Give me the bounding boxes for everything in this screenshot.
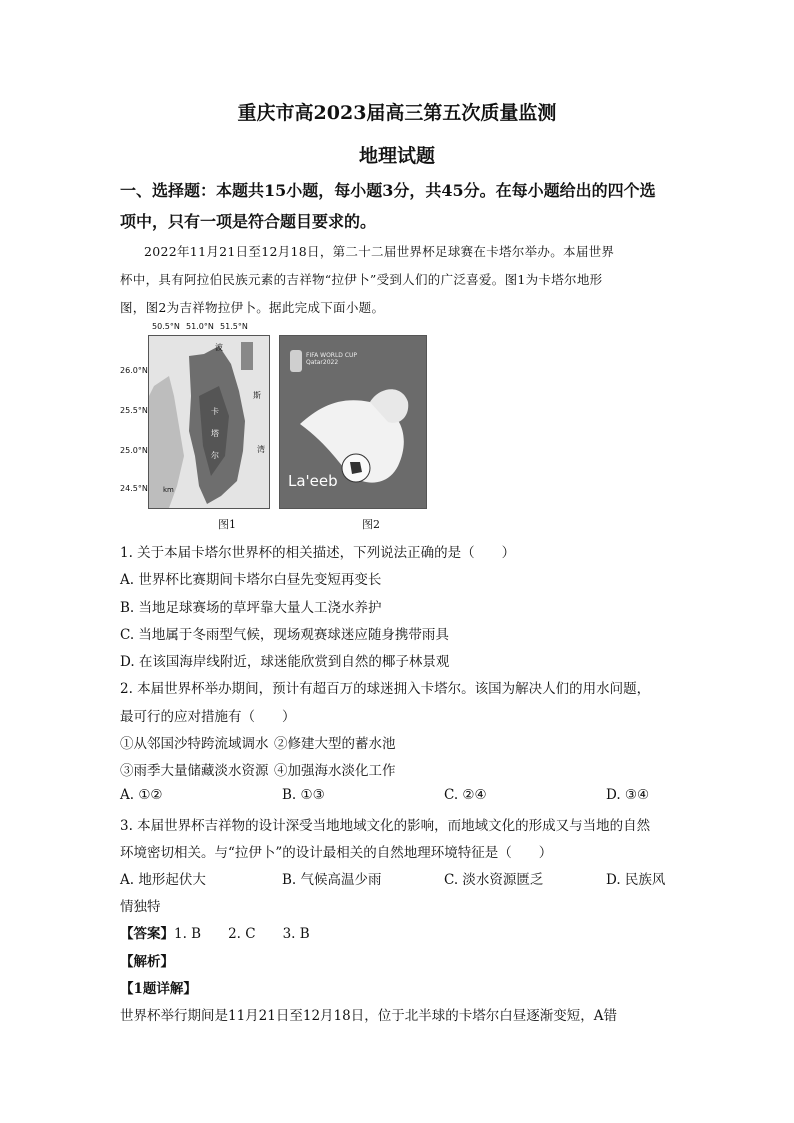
lon-label: 51.0°N — [186, 322, 214, 331]
q2-option-b: B. ①③ — [282, 787, 325, 803]
lat-label: 24.5°N — [120, 484, 148, 493]
map-char-ka: 卡 — [211, 407, 219, 416]
lon-label: 50.5°N — [152, 322, 180, 331]
figure1-map — [120, 322, 270, 512]
page-subtitle: 地理试题 — [358, 145, 435, 167]
q1-option-b: B. 当地足球赛场的草坪靠大量人工浇水养护 — [120, 600, 382, 616]
figure2-mascot — [279, 335, 427, 509]
q2-item-3: ③雨季大量储藏淡水资源 — [120, 763, 269, 779]
q2-option-d: D. ③④ — [606, 787, 650, 803]
q2-stem-line1: 2. 本届世界杯举办期间，预计有超百万的球迷拥入卡塔尔。该国为解决人们的用水问题， — [120, 681, 651, 697]
q3-option-c: C. 淡水资源匮乏 — [444, 872, 544, 888]
figure2-caption: 图2 — [362, 518, 380, 531]
mascot-name: La'eeb — [288, 472, 338, 490]
map-char-er: 尔 — [211, 451, 219, 460]
q2-option-a: A. ①② — [120, 787, 163, 803]
detail-text: 世界杯举行期间是11月21日至12月18日，位于北半球的卡塔尔白昼逐渐变短，A错 — [120, 1008, 617, 1024]
map-terrain — [149, 336, 269, 508]
answer-values: 1. B 2. C 3. B — [174, 926, 310, 942]
section-heading-line2: 项中，只有一项是符合题目要求的。 — [120, 212, 377, 231]
lon-label: 51.5°N — [220, 322, 248, 331]
section-heading-line1: 一、选择题：本题共15小题，每小题3分，共45分。在每小题给出的四个选 — [120, 181, 656, 200]
q2-item-2: ②修建大型的蓄水池 — [274, 736, 396, 752]
lat-label: 25.5°N — [120, 406, 148, 415]
q1-stem: 1. 关于本届卡塔尔世界杯的相关描述，下列说法正确的是（ ） — [120, 545, 516, 561]
detail-label: 【1题详解】 — [120, 981, 197, 997]
answer-label: 【答案】 — [120, 926, 174, 942]
q3-stem-line1: 3. 本届世界杯吉祥物的设计深受当地地域文化的影响，而地域文化的形成又与当地的自然 — [120, 818, 651, 834]
map-char-ta: 塔 — [211, 429, 219, 438]
q3-option-d: D. 民族风 — [606, 872, 666, 888]
q2-item-4: ④加强海水淡化工作 — [274, 763, 396, 779]
q1-option-d: D. 在该国海岸线附近，球迷能欣赏到自然的椰子林景观 — [120, 654, 450, 670]
figure1-caption: 图1 — [218, 518, 236, 531]
analysis-label: 【解析】 — [120, 954, 174, 970]
map-char-wan: 湾 — [257, 445, 265, 454]
q2-item-1: ①从邻国沙特跨流域调水 — [120, 736, 269, 752]
q3-option-d-continued: 情独特 — [120, 899, 161, 915]
q2-stem-line2: 最可行的应对措施有（ ） — [120, 709, 296, 725]
lat-label: 26.0°N — [120, 366, 148, 375]
map-char-bo: 波 — [215, 343, 223, 352]
q3-option-b: B. 气候高温少雨 — [282, 872, 382, 888]
q2-option-c: C. ②④ — [444, 787, 487, 803]
map-frame — [148, 335, 270, 509]
lat-label: 25.0°N — [120, 446, 148, 455]
q1-option-c: C. 当地属于冬雨型气候，现场观赛球迷应随身携带雨具 — [120, 627, 449, 643]
intro-line3: 图，图2为吉祥物拉伊卜。据此完成下面小题。 — [120, 300, 385, 315]
page-title: 重庆市高2023届高三第五次质量监测 — [237, 102, 557, 124]
answer-line — [120, 922, 310, 942]
intro-line1: 2022年11月21日至12月18日，第二十二届世界杯足球赛在卡塔尔举办。本届世界 — [144, 244, 615, 259]
map-scale: km — [163, 486, 174, 494]
q3-stem-line2: 环境密切相关。与“拉伊卜”的设计最相关的自然地理环境特征是（ ） — [120, 845, 553, 861]
q1-option-a: A. 世界杯比赛期间卡塔尔白昼先变短再变长 — [120, 572, 382, 588]
intro-line2: 杯中，具有阿拉伯民族元素的吉祥物“拉伊卜”受到人们的广泛喜爱。图1为卡塔尔地形 — [120, 272, 603, 287]
fifa-logo-text: FIFA WORLD CUP Qatar2022 — [306, 352, 358, 366]
q3-option-a: A. 地形起伏大 — [120, 872, 206, 888]
map-char-si: 斯 — [253, 391, 261, 400]
